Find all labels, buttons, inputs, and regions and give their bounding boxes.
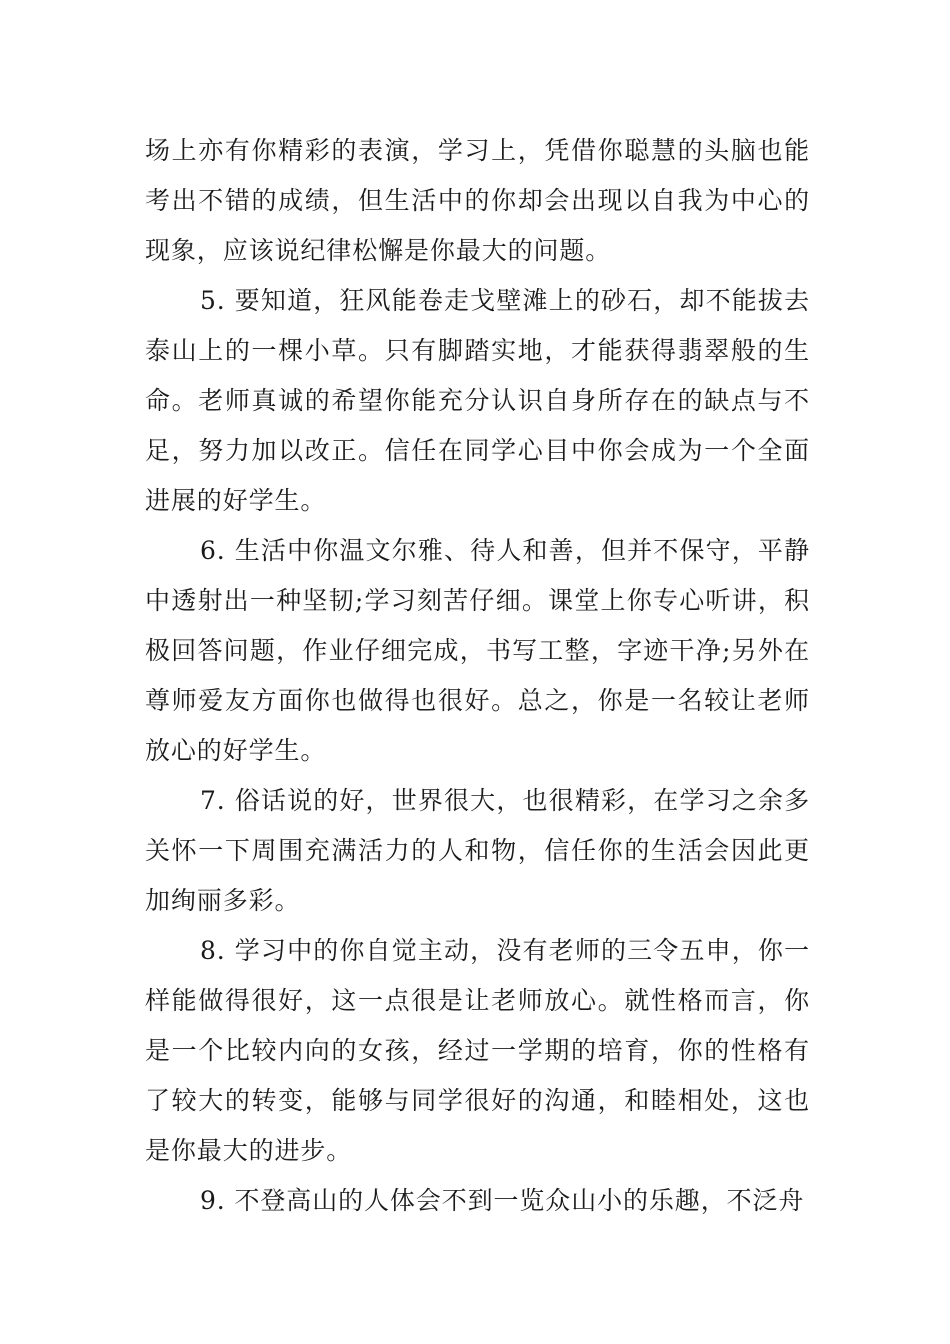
paragraph-item-7: 7. 俗话说的好，世界很大，也很精彩，在学习之余多关怀一下周围充满活力的人和物，信任你的生活会因此更加绚丽多彩。 (145, 786, 810, 915)
document-body (145, 126, 810, 1226)
paragraph-continued: 场上亦有你精彩的表演，学习上，凭借你聪慧的头脑也能考出不错的成绩，但生活中的你却会出现以自我为中心的现象，应该说纪律松懈是你最大的问题。 (145, 136, 810, 265)
paragraph-item-8: 8. 学习中的你自觉主动，没有老师的三令五申，你一样能做得很好，这一点很是让老师放心。就性格而言，你是一个比较内向的女孩，经过一学期的培育，你的性格有了较大的转变，能够与同学很好的沟通，和睦相处，这也是你最大的进步。 (145, 936, 810, 1165)
paragraph-item-5: 5. 要知道，狂风能卷走戈壁滩上的砂石，却不能拔去泰山上的一棵小草。只有脚踏实地，才能获得翡翠般的生命。老师真诚的希望你能充分认识自身所存在的缺点与不足，努力加以改正。信任在同学心目中你会成为一个全面进展的好学生。 (145, 286, 810, 515)
paragraph-item-9: 9. 不登高山的人体会不到一览众山小的乐趣，不泛舟 (200, 1186, 805, 1215)
paragraph-item-6: 6. 生活中你温文尔雅、待人和善，但并不保守，平静中透射出一种坚韧;学习刻苦仔细。课堂上你专心听讲，积极回答问题，作业仔细完成，书写工整，字迹干净;另外在尊师爱友方面你也做得也很好。总之，你是一名较让老师放心的好学生。 (145, 536, 810, 765)
